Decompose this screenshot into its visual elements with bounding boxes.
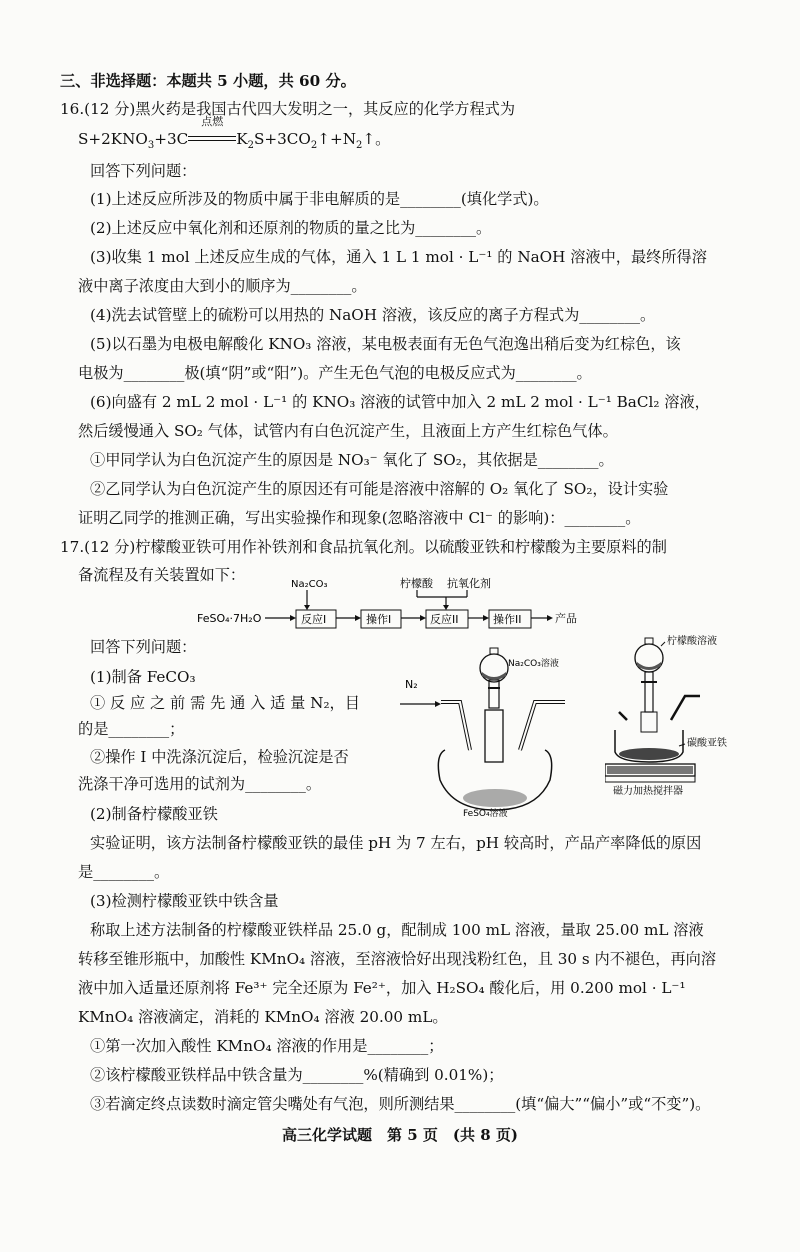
q17-sub1-item2-line1: ②操作 I 中洗涤沉淀后，检验沉淀是否: [90, 748, 349, 766]
q16-part3-line1: (3)收集 1 mol 上述反应生成的气体，通入 1 L 1 mol · L⁻¹ 的 NaOH 溶液中，最终所得溶: [90, 248, 707, 266]
stirrer-plate: [607, 766, 693, 774]
q17-title-line1: 17.(12 分)柠檬酸亚铁可用作补铁剂和食品抗氧化剂。以硫酸亚铁和柠檬酸为主要原料的制: [60, 538, 667, 556]
funnel-stopper: [490, 648, 498, 654]
q17-sub1-item2-line2: 洗涤干净可选用的试剂为________。: [78, 775, 321, 793]
q17-sub3-item2: ②该柠檬酸亚铁样品中铁含量为________%(精确到 0.01%)；: [90, 1066, 504, 1084]
eq-sub: 2: [310, 140, 318, 152]
eq-part: S+3CO: [254, 130, 311, 148]
flow-arrowhead: [290, 615, 296, 621]
flask-neck: [485, 710, 503, 762]
q16-part6-line2: 然后缓慢通入 SO₂ 气体，试管内有白色沉淀产生，且液面上方产生红棕色气体。: [78, 422, 618, 440]
q16-part5-line2: 电极为________极(填“阴”或“阳”)。产生无色气泡的电极反应式为________。: [78, 364, 592, 382]
q17-sub1: (1)制备 FeCO₃: [90, 668, 196, 686]
stirrer-label: 磁力加热搅拌器: [613, 786, 683, 797]
page-footer: 高三化学试题 第 5 页 (共 8 页): [282, 1126, 518, 1144]
q16-title: 16.(12 分)黑火药是我国古代四大发明之一，其反应的化学方程式为: [60, 100, 516, 118]
flow-arrowhead: [443, 605, 449, 610]
flow-end: 产品: [555, 612, 577, 625]
q17-sub1-item1-line1: ① 反 应 之 前 需 先 通 入 适 量 N₂，目: [90, 694, 360, 712]
q17-title-line2: 备流程及有关装置如下：: [78, 566, 246, 584]
flow-reagent3: 抗氧化剂: [447, 577, 491, 590]
eq-arrow: [188, 115, 236, 141]
side-tubes: [619, 696, 700, 720]
flow-box1-label: 反应I: [301, 613, 327, 626]
funnel2-label: 柠檬酸溶液: [667, 636, 717, 647]
q16-part4: (4)洗去试管壁上的硫粉可以用热的 NaOH 溶液，该反应的离子方程式为________。: [90, 306, 656, 324]
n2-arrowhead: [435, 701, 441, 707]
eq-sub: 2: [356, 140, 363, 152]
flow-box3-label: 反应II: [430, 613, 459, 626]
q17-sub3-line2: 转移至锥形瓶中，加酸性 KMnO₄ 溶液，至溶液恰好出现浅粉红色，且 30 s 内不褪色，再向溶: [78, 950, 717, 968]
outlet-tube-inner: [520, 702, 565, 750]
eq-part: S+2KNO: [78, 130, 148, 148]
q16-part5-line1: (5)以石墨为电极电解酸化 KNO₃ 溶液，某电极表面有无色气泡逸出稍后变为红棕色，该: [90, 335, 681, 353]
q16-part2: (2)上述反应中氧化剂和还原剂的物质的量之比为________。: [90, 219, 492, 237]
stirrer-base: [605, 776, 695, 782]
eq-part: +3C: [154, 130, 189, 148]
q16-part6-item2-line1: ②乙同学认为白色沉淀产生的原因还有可能是溶液中溶解的 O₂ 氧化了 SO₂，设计实验: [90, 480, 669, 498]
q16-answer-prompt: 回答下列问题：: [90, 162, 197, 180]
q16-equation: [78, 115, 728, 157]
label-pointer: [679, 744, 685, 746]
flow-arrowhead: [420, 615, 426, 621]
flow-chart: [195, 575, 595, 635]
eq-part: K: [236, 130, 248, 148]
flow-start: FeSO₄·7H₂O: [197, 612, 262, 625]
q17-sub1-item1-line2: 的是________；: [78, 720, 185, 738]
q17-sub2-line1: 实验证明，该方法制备柠檬酸亚铁的最佳 pH 为 7 左右，pH 较高时，产品产率降低的原因: [90, 834, 702, 852]
eq-sub: 3: [147, 140, 155, 152]
funnel1-label: Na₂CO₃溶液: [508, 659, 559, 669]
funnel-stem: [489, 680, 499, 708]
funnel2-stem: [645, 672, 653, 712]
flow-box2-label: 操作I: [366, 613, 392, 626]
flask1-label: FeSO₄溶液: [463, 809, 508, 819]
flow-arrowhead: [304, 605, 310, 610]
flow-arrowhead: [355, 615, 361, 621]
q16-part6-item2-line2: 证明乙同学的推测正确，写出实验操作和现象(忽略溶液中 Cl⁻ 的影响)：________。: [78, 509, 641, 527]
flask2-solid: [619, 748, 679, 760]
q17-sub3-line1: 称取上述方法制备的柠檬酸亚铁样品 25.0 g，配制成 100 mL 溶液，量取 25.00 mL 溶液: [90, 921, 704, 939]
flow-box4-label: 操作II: [493, 613, 522, 626]
inlet-tube-inner: [441, 702, 470, 750]
solid2-label: 碳酸亚铁: [687, 738, 727, 749]
n2-label: N₂: [405, 678, 418, 691]
eq-part: ↑+N: [317, 130, 357, 148]
section-title: 三、非选择题：本题共 5 小题，共 60 分。: [60, 72, 356, 90]
q17-answer-prompt: 回答下列问题：: [90, 638, 197, 656]
label-pointer: [661, 642, 665, 646]
flask2-neck: [641, 712, 657, 732]
q17-sub3-item1: ①第一次加入酸性 KMnO₄ 溶液的作用是________；: [90, 1037, 444, 1055]
q16-part3-line2: 液中离子浓度由大到小的顺序为________。: [78, 277, 367, 295]
q17-sub2-line2: 是________。: [78, 863, 170, 881]
q17-sub3-line3: 液中加入适量还原剂将 Fe³⁺ 完全还原为 Fe²⁺，加入 H₂SO₄ 酸化后，用 0.200 mol · L⁻¹: [78, 979, 686, 997]
eq-condition: 点燃: [201, 115, 224, 128]
flow-reagent2: 柠檬酸: [400, 577, 433, 590]
flow-arrowhead: [547, 615, 553, 621]
q17-sub3: (3)检测柠檬酸亚铁中铁含量: [90, 892, 279, 910]
q17-sub3-line4: KMnO₄ 溶液滴定，消耗的 KMnO₄ 溶液 20.00 mL。: [78, 1008, 448, 1026]
q17-sub2: (2)制备柠檬酸亚铁: [90, 805, 218, 823]
apparatus-left: [395, 640, 590, 820]
q16-part6-line1: (6)向盛有 2 mL 2 mol · L⁻¹ 的 KNO₃ 溶液的试管中加入 2 mL 2 mol · L⁻¹ BaCl₂ 溶液，: [90, 393, 710, 411]
q16-part1: (1)上述反应所涉及的物质中属于非电解质的是________(填化学式)。: [90, 190, 549, 208]
apparatus-right: [605, 630, 745, 800]
q17-sub3-item3: ③若滴定终点读数时滴定管尖嘴处有气泡，则所测结果________(填“偏大”“偏小”或“不变”)。: [90, 1095, 711, 1113]
eq-part: ↑。: [362, 130, 391, 148]
funnel2-stopper: [645, 638, 653, 644]
eq-sub: 2: [247, 140, 255, 152]
flow-arrowhead: [483, 615, 489, 621]
flow-reagent1: Na₂CO₃: [291, 579, 328, 590]
q16-part6-item1: ①甲同学认为白色沉淀产生的原因是 NO₃⁻ 氧化了 SO₂，其依据是________。: [90, 451, 614, 469]
